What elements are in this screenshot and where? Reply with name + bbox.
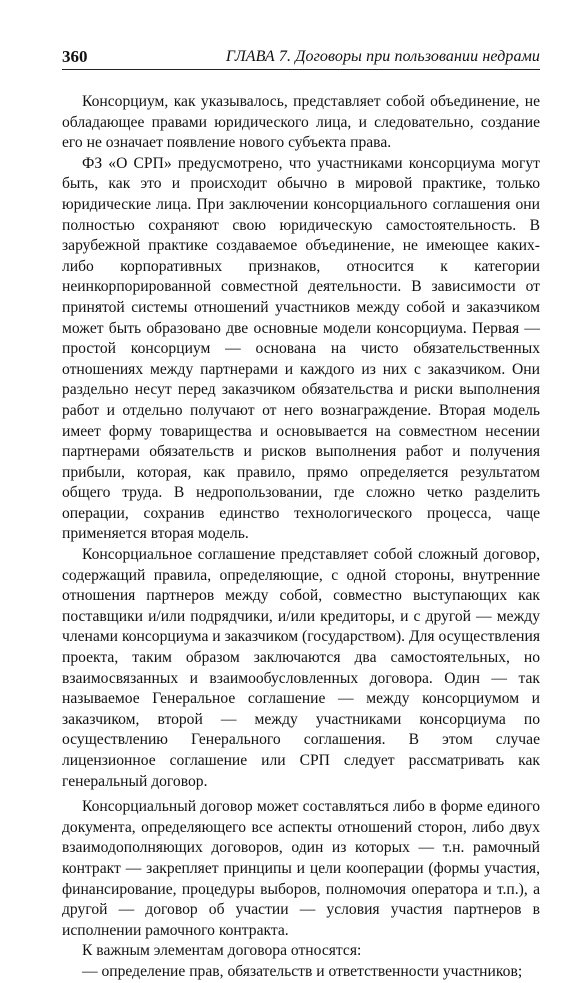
running-title: ГЛАВА 7. Договоры при пользовании недрами [225,48,540,65]
paragraph: Консорциум, как указывалось, представляет собой объединение, не обладающее правами юридического лица, и следовательно, создание его не означает появление нового субъекта права. [62,93,540,152]
paragraph: Консорциальное соглашение представляет собой сложный договор, содержащий правила, определяющие, с одной стороны, внутренние отношения партнеров между собой, совместно выступающих как поставщики и/или подрядчики, и/или кредиторы, и с другой — между членами консорциума и заказчиком (государством). Для осуществления проекта, таким образом заключаются два самостоятельных, но взаимосвязанных и взаимообусловленных договора. Один — так называемое Генеральное соглашение — между консорциумом и заказчиком, второй — между участниками консорциума по осуществлению Генерального соглашения. В этом случае лицензионное соглашение или СРП следует рассматривать как генеральный договор. [62,546,540,790]
body-text [62,92,540,983]
paragraph: К важным элементам договора относятся: [82,942,362,960]
page-header [62,47,540,70]
paragraph: ФЗ «О СРП» предусмотрено, что участниками консорциума могут быть, как это и происходит обычно в мировой практике, только юридические лица. При заключении консорциального соглашения они полностью сохраняют свою юридическую самостоятельность. В зарубежной практике создаваемое объединение, не имеющее каких-либо корпоративных признаков, относится к категории неинкорпорированной совместной деятельности. В зависимости от принятой системы отношений участников между собой и заказчиком может быть образовано две основные модели консорциума. Первая — простой консорциум — основана на чисто обязательственных отношениях между партнерами и каждого из них с заказчиком. Они раздельно несут перед заказчиком обязательства и риски выполнения работ и отдельно получают от него вознаграждение. Вторая модель имеет форму товарищества и основывается на совместном несении партнерами обязательств и рисков выполнения работ и получения прибыли, которая, как правило, прямо определяется результатом общего труда. В недропользовании, где сложно четко разделить операции, сохранив единство технологического процесса, чаще применяется вторая модель. [62,154,540,543]
page-number: 360 [62,47,88,66]
list-item: — определение прав, обязательств и ответственности участников; [82,962,523,980]
paragraph: Консорциальный договор может составляться либо в форме единого документа, определяющего все аспекты отношений сторон, либо двух взаимодополняющих договоров, один из которых — т.н. рамочный контракт — закрепляет принципы и цели кооперации (формы участия, финансирование, процедуры выборов, полномочия оператора и т.п.), а другой — договор об участии — условия участия партнеров в исполнении рамочного контракта. [62,798,540,939]
